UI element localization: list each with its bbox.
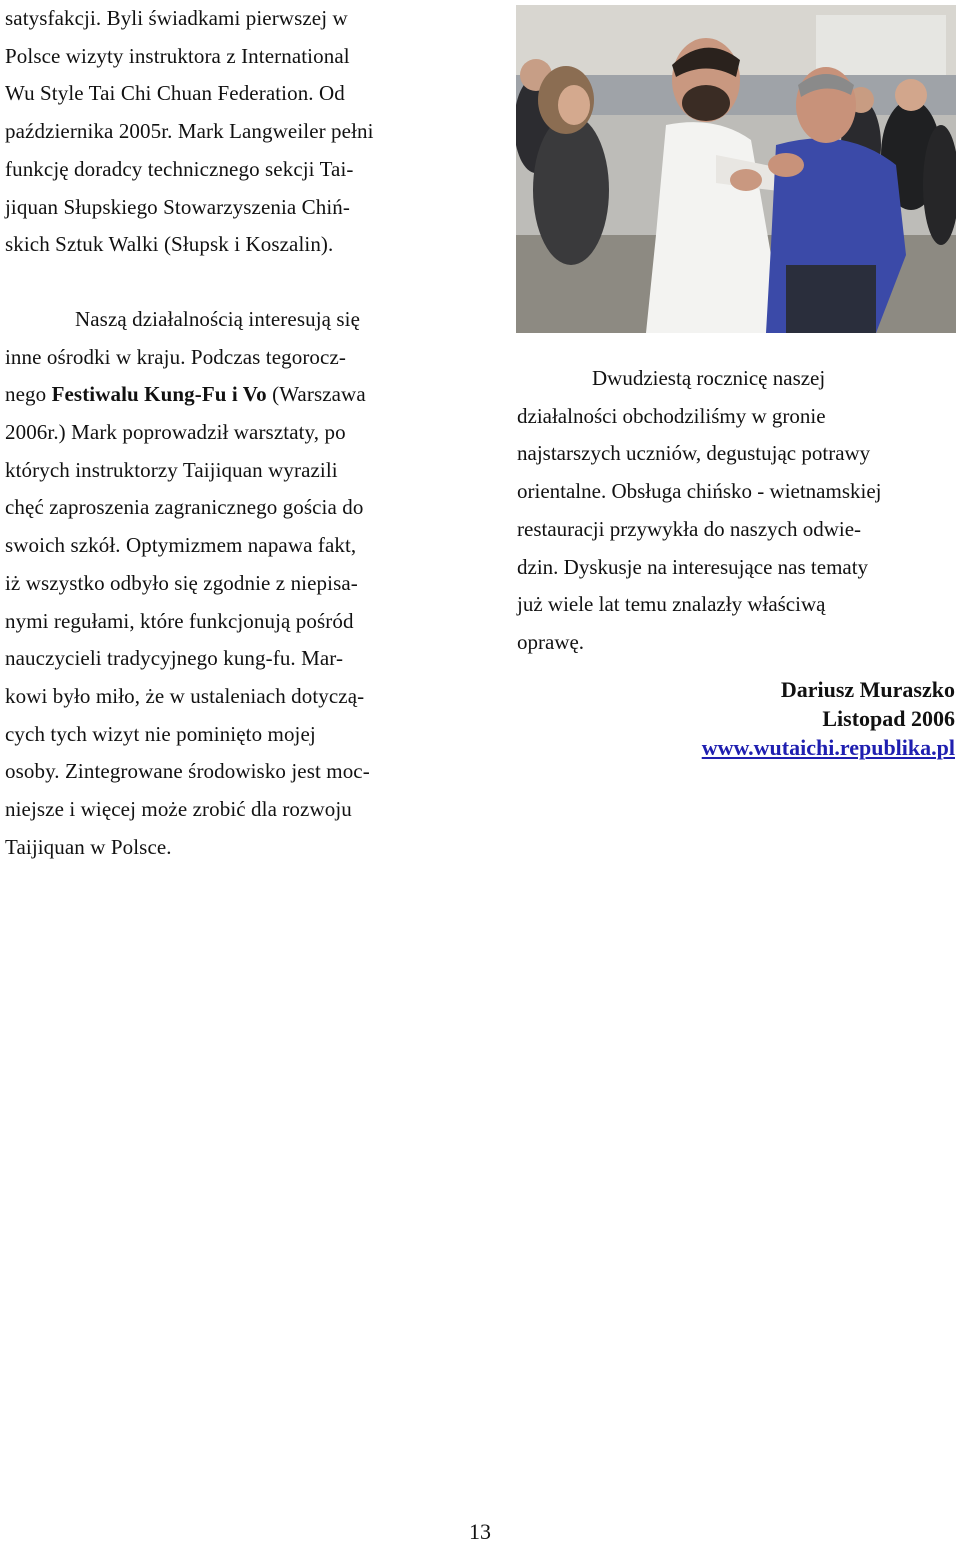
text-line: już wiele lat temu znalazły właściwą xyxy=(517,592,826,617)
text-line: iż wszystko odbyło się zgodnie z niepisa- xyxy=(5,570,358,595)
text-line: satysfakcji. Byli świadkami pierwszej w xyxy=(5,6,348,30)
text-line: skich Sztuk Walki (Słupsk i Koszalin). xyxy=(5,232,334,257)
text-line: Taijiquan w Polsce. xyxy=(5,834,172,859)
text-line: 2006r.) Mark poprowadził warsztaty, po xyxy=(5,420,346,445)
right-column xyxy=(517,360,957,662)
text-line: funkcję doradcy technicznego sekcji Tai- xyxy=(5,156,354,181)
festival-name: Festiwalu Kung-Fu i Vo xyxy=(51,382,267,407)
page-number: 13 xyxy=(469,1519,491,1544)
signature-block xyxy=(702,675,955,762)
text-line: restauracji przywykła do naszych odwie- xyxy=(517,516,862,541)
text-line-with-bold xyxy=(5,376,445,414)
text-line: dzin. Dyskusje na interesujące nas tematy xyxy=(517,554,869,579)
text-line: jiquan Słupskiego Stowarzyszenia Chiń- xyxy=(5,194,350,219)
text-line: nauczycieli tradycyjnego kung-fu. Mar- xyxy=(5,646,344,671)
text-line: osoby. Zintegrowane środowisko jest moc- xyxy=(5,759,370,784)
photo xyxy=(516,5,956,333)
text-line: działalności obchodziliśmy w gronie xyxy=(517,403,826,428)
photo-illustration xyxy=(516,5,956,333)
text-line: których instruktorzy Taijiquan wyrazili xyxy=(5,457,338,482)
text-line: nymi regułami, które funkcjonują pośród xyxy=(5,608,354,633)
text-fragment: nego xyxy=(5,382,52,407)
text-line: cych tych wizyt nie pominięto mojej xyxy=(5,721,316,746)
text-line: chęć zaproszenia zagranicznego gościa do xyxy=(5,495,364,520)
signature-date: Listopad 2006 xyxy=(822,706,955,731)
text-line: najstarszych uczniów, degustując potrawy xyxy=(517,441,871,466)
paragraph-gap xyxy=(5,264,445,301)
text-line: inne ośrodki w kraju. Podczas tegorocz- xyxy=(5,344,346,369)
text-fragment: (Warszawa xyxy=(266,382,366,407)
left-column xyxy=(5,0,445,866)
text-line: października 2005r. Mark Langweiler pełni xyxy=(5,119,374,144)
text-line: niejsze i więcej może zrobić dla rozwoju xyxy=(5,797,352,822)
text-line: kowi było miło, że w ustaleniach dotyczą- xyxy=(5,683,365,708)
text-line: Wu Style Tai Chi Chuan Federation. Od xyxy=(5,81,345,106)
text-line: oprawę. xyxy=(517,629,585,654)
text-line: orientalne. Obsługa chińsko - wietnamskiej xyxy=(517,479,882,504)
paragraph-first-line: Naszą działalnością interesują się xyxy=(75,306,361,331)
author-name: Dariusz Muraszko xyxy=(780,677,955,702)
paragraph-first-line: Dwudziestą rocznicę naszej xyxy=(592,366,826,390)
website-link[interactable]: www.wutaichi.republika.pl xyxy=(701,735,955,760)
text-line: Polsce wizyty instruktora z International xyxy=(5,43,350,68)
text-line: swoich szkół. Optymizmem napawa fakt, xyxy=(5,533,357,558)
